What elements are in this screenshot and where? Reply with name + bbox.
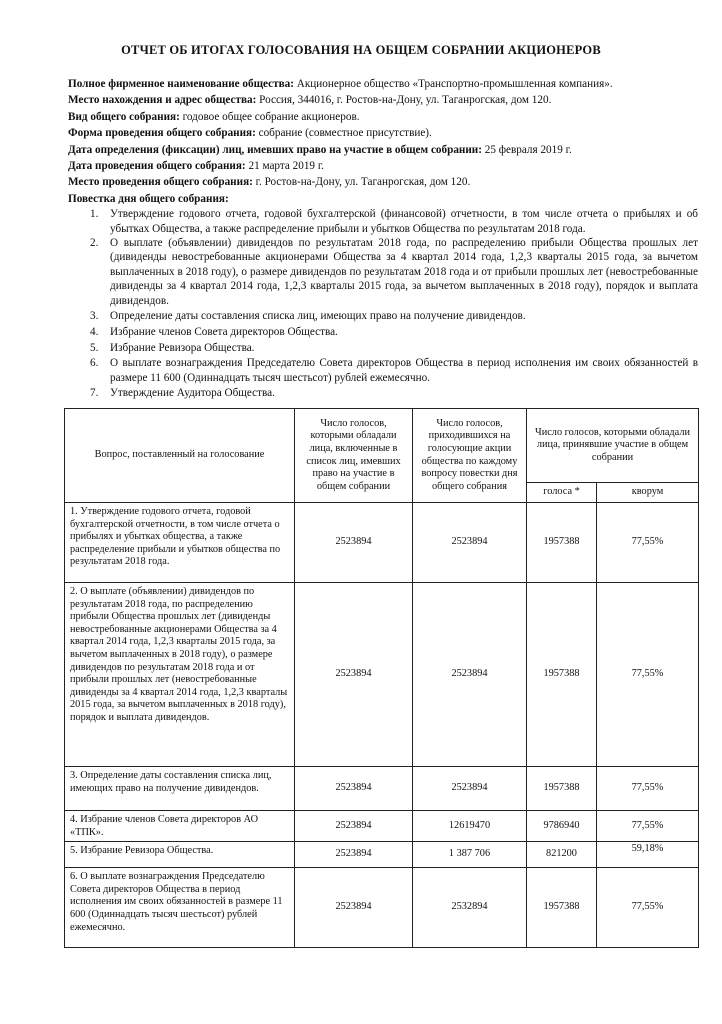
meeting-date-line xyxy=(68,158,698,174)
cell-question: 3. Определение даты составления списка лиц, имеющих право на получение дивидендов. xyxy=(65,767,295,811)
agenda-item-text: Утверждение Аудитора Общества. xyxy=(110,386,275,399)
agenda-item-text: Избрание Ревизора Общества. xyxy=(110,342,255,355)
cell-quorum: 77,55% xyxy=(597,811,699,842)
header-votes-per-question: Число голосов, приходившихся на голосующие акции общества по каждому вопросу повестки дня общего собрания xyxy=(413,409,527,503)
cell-per-question: 2523894 xyxy=(413,503,527,583)
voting-results-table xyxy=(64,408,699,948)
document-title: ОТЧЕТ ОБ ИТОГАХ ГОЛОСОВАНИЯ НА ОБЩЕМ СОБРАНИИ АКЦИОНЕРОВ xyxy=(121,43,601,57)
agenda-item-number: 2. xyxy=(90,237,99,250)
agenda-item-number: 5. xyxy=(90,342,99,355)
record-date-value: 25 февраля 2019 г. xyxy=(484,143,572,156)
cell-per-question: 2532894 xyxy=(413,868,527,948)
cell-per-question: 2523894 xyxy=(413,767,527,811)
header-question: Вопрос, поставленный на голосование xyxy=(65,409,295,503)
table-row xyxy=(65,868,699,948)
table-row xyxy=(65,583,699,767)
company-name-line xyxy=(68,76,698,92)
cell-total: 2523894 xyxy=(295,767,413,811)
cell-quorum: 77,55% xyxy=(597,868,699,948)
company-name-value: Акционерное общество «Транспортно-промышленная компания». xyxy=(296,78,613,90)
agenda-item-number: 1. xyxy=(90,208,99,221)
meeting-form-line xyxy=(68,125,698,141)
cell-votes: 1957388 xyxy=(527,583,597,767)
header-participant-votes: Число голосов, которыми обладали лица, принявшие участие в общем собрании xyxy=(527,409,699,483)
cell-question: 5. Избрание Ревизора Общества. xyxy=(65,842,295,868)
cell-question: 4. Избрание членов Совета директоров АО «ТПК». xyxy=(65,811,295,842)
agenda-item xyxy=(68,207,698,236)
cell-quorum: 77,55% xyxy=(597,583,699,767)
agenda-item-number: 3. xyxy=(90,310,99,323)
agenda-heading: Повестка дня общего собрания: xyxy=(68,192,229,205)
agenda-list xyxy=(68,207,698,401)
address-line xyxy=(68,92,698,108)
meeting-date-label: Дата проведения общего собрания: xyxy=(68,160,246,173)
subheader-quorum: кворум xyxy=(597,483,699,503)
cell-votes: 1957388 xyxy=(527,503,597,583)
agenda-item xyxy=(68,340,698,356)
cell-per-question: 2523894 xyxy=(413,583,527,767)
cell-per-question: 1 387 706 xyxy=(413,842,527,868)
cell-total: 2523894 xyxy=(295,811,413,842)
meeting-info xyxy=(68,76,698,401)
cell-total: 2523894 xyxy=(295,842,413,868)
agenda-item-text: О выплате вознаграждения Председателю Совета директоров Общества в период исполнения им своих обязанностей в размере 11 600 (Одиннадцать тысяч шестьсот) рублей ежемесячно. xyxy=(110,357,698,384)
cell-quorum: 77,55% xyxy=(597,767,699,811)
cell-votes: 821200 xyxy=(527,842,597,868)
cell-question: 2. О выплате (объявлении) дивидендов по результатам 2018 года, по распределению прибыли Общества прошлых лет (дивиденды невостребованные акционерами Общества за 4 квартал 2014 года, 1,2,3 кварталы 2015 года, за вычетом выплаченных в 2018 году), о размере дивидендов по результатам 2018 года и от прибыли прошлых лет (невостребованные дивиденды за 4 квартал 2014 года, 1,2,3 кварталы 2015 года, за вычетом выплаченных в 2018 году), порядок и выплата дивидендов. xyxy=(65,583,295,767)
cell-votes: 9786940 xyxy=(527,811,597,842)
agenda-item xyxy=(68,385,698,401)
cell-question: 6. О выплате вознаграждения Председателю Совета директоров Общества в период исполнения им своих обязанностей в размере 11 600 (Одиннадцать тысяч шестьсот) рублей ежемесячно. xyxy=(65,868,295,948)
cell-votes: 1957388 xyxy=(527,868,597,948)
agenda-item-text: Избрание членов Совета директоров Общества. xyxy=(110,326,338,339)
agenda-item-text: Определение даты составления списка лиц, имеющих право на получение дивидендов. xyxy=(110,310,526,323)
cell-total: 2523894 xyxy=(295,503,413,583)
meeting-type-value: годовое общее собрание акционеров. xyxy=(182,110,360,123)
agenda-item-number: 6. xyxy=(90,357,99,370)
table-row xyxy=(65,503,699,583)
agenda-item xyxy=(68,356,698,385)
subheader-votes: голоса * xyxy=(527,483,597,503)
cell-total: 2523894 xyxy=(295,868,413,948)
meeting-place-label: Место проведения общего собрания: xyxy=(68,176,253,189)
address-label: Место нахождения и адрес общества: xyxy=(68,94,257,107)
company-name-label: Полное фирменное наименование общества: xyxy=(68,78,294,90)
table-row xyxy=(65,767,699,811)
meeting-place-line xyxy=(68,174,698,190)
table-row xyxy=(65,811,699,842)
agenda-item xyxy=(68,236,698,308)
agenda-item-number: 7. xyxy=(90,386,99,399)
cell-per-question: 12619470 xyxy=(413,811,527,842)
meeting-form-label: Форма проведения общего собрания: xyxy=(68,127,256,140)
record-date-line xyxy=(68,142,698,158)
cell-quorum: 77,55% xyxy=(597,503,699,583)
agenda-item xyxy=(68,308,698,324)
cell-votes: 1957388 xyxy=(527,767,597,811)
meeting-place-value: г. Ростов-на-Дону, ул. Таганрогская, дом 120. xyxy=(255,176,471,189)
cell-total: 2523894 xyxy=(295,583,413,767)
meeting-type-label: Вид общего собрания: xyxy=(68,110,180,123)
agenda-item-number: 4. xyxy=(90,326,99,339)
meeting-type-line xyxy=(68,109,698,125)
table-row xyxy=(65,842,699,868)
agenda-item-text: Утверждение годового отчета, годовой бухгалтерской (финансовой) отчетности, в том числе отчета о прибылях и об убытках Общества, а также распределение прибыли и убытков Общества по результатам 2018 года. xyxy=(110,208,698,235)
cell-question: 1. Утверждение годового отчета, годовой бухгалтерской отчетности, в том числе отчета о прибылях и убытках общества, а также распределение прибыли и убытков общества по результатам 2018 года. xyxy=(65,503,295,583)
agenda-item xyxy=(68,324,698,340)
agenda-item-text: О выплате (объявлении) дивидендов по результатам 2018 года, по распределению прибыли Общества прошлых лет (дивиденды невостребованные акционерами Общества за 4 квартал 2014 года, 1,2,3 кварталы 2015 года, за вычетом выплаченных в 2018 году), о размере дивидендов по результатам 2018 года и от прибыли прошлых лет (невостребованные дивиденды за 4 квартал 2014 года, 1,2,3 кварталы 2015 года, за вычетом выплаченных в 2018 году), порядок и выплата дивидендов. xyxy=(110,237,698,307)
header-total-votes: Число голосов, которыми обладали лица, включенные в список лиц, имевших право на участие в общем собрании xyxy=(295,409,413,503)
cell-quorum: 59,18% xyxy=(597,842,699,868)
record-date-label: Дата определения (фиксации) лиц, имевших право на участие в общем собрании: xyxy=(68,143,482,156)
address-value: Россия, 344016, г. Ростов-на-Дону, ул. Таганрогская, дом 120. xyxy=(259,94,552,107)
meeting-form-value: собрание (совместное присутствие). xyxy=(258,127,432,140)
meeting-date-value: 21 марта 2019 г. xyxy=(248,160,324,173)
table-header-row xyxy=(65,409,699,483)
